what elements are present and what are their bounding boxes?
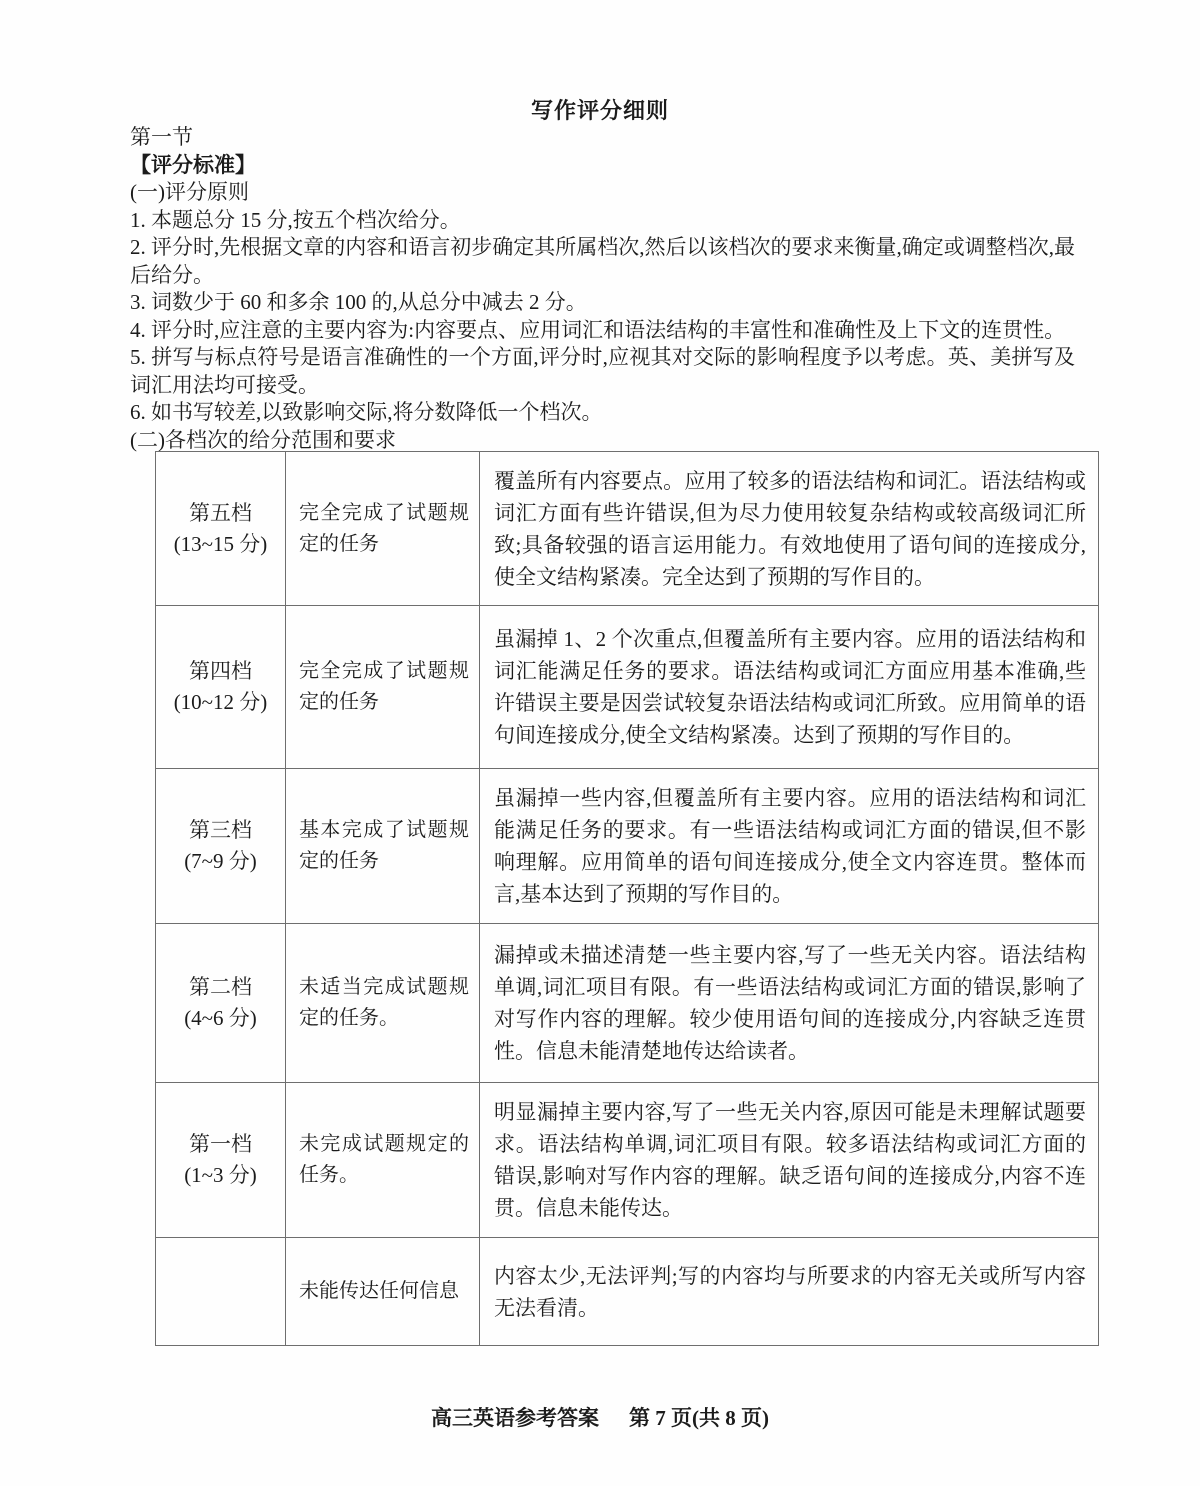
- table-row: [156, 1083, 1099, 1238]
- scoring-rubric-table: [155, 451, 1099, 1346]
- section-label: 第一节: [130, 125, 193, 149]
- band-range: (1~3 分): [184, 1163, 257, 1187]
- band-cell: [156, 1083, 286, 1238]
- page-footer: [0, 1402, 1200, 1432]
- principle-item-3: 3. 词数少于 60 和多余 100 的,从总分中减去 2 分。: [130, 290, 587, 314]
- band-completion: 基本完成了试题规定的任务: [286, 769, 480, 924]
- footer-answer-label: 高三英语参考答案: [431, 1406, 599, 1430]
- principle-item-2: 2. 评分时,先根据文章的内容和语言初步确定其所属档次,然后以该档次的要求来衡量,确定或调整档次,最后给分。: [130, 235, 1075, 287]
- table-row: [156, 606, 1099, 769]
- principles-heading: (一)评分原则: [130, 180, 249, 204]
- band-description: 内容太少,无法评判;写的内容均与所要求的内容无关或所写内容无法看清。: [480, 1238, 1099, 1346]
- band-cell: [156, 769, 286, 924]
- band-label: 第一档: [189, 1132, 252, 1156]
- band-cell: [156, 1238, 286, 1346]
- band-cell: [156, 924, 286, 1083]
- band-completion: 未适当完成试题规定的任务。: [286, 924, 480, 1083]
- band-label: 第二档: [189, 975, 252, 999]
- band-range: (4~6 分): [184, 1006, 257, 1030]
- band-completion: 完全完成了试题规定的任务: [286, 452, 480, 606]
- band-label: 第四档: [189, 659, 252, 683]
- band-range: (7~9 分): [184, 849, 257, 873]
- band-completion: 完全完成了试题规定的任务: [286, 606, 480, 769]
- table-row: [156, 769, 1099, 924]
- band-label: 第三档: [189, 818, 252, 842]
- band-description: 虽漏掉 1、2 个次重点,但覆盖所有主要内容。应用的语法结构和词汇能满足任务的要求。语法结构或词汇方面应用基本准确,些许错误主要是因尝试较复杂语法结构或词汇所致。应用简单的语句间连接成分,使全文结构紧凑。达到了预期的写作目的。: [480, 606, 1099, 769]
- band-description: 覆盖所有内容要点。应用了较多的语法结构和词汇。语法结构或词汇方面有些许错误,但为尽力使用较复杂结构或较高级词汇所致;具备较强的语言运用能力。有效地使用了语句间的连接成分,使全文结构紧凑。完全达到了预期的写作目的。: [480, 452, 1099, 606]
- band-label: 第五档: [189, 500, 252, 525]
- band-cell: [156, 606, 286, 769]
- table-row: [156, 452, 1099, 606]
- table-row: [156, 1238, 1099, 1346]
- band-completion: 未完成试题规定的任务。: [286, 1083, 480, 1238]
- band-completion: 未能传达任何信息: [286, 1238, 480, 1346]
- band-description: 虽漏掉一些内容,但覆盖所有主要内容。应用的语法结构和词汇能满足任务的要求。有一些语法结构或词汇方面的错误,但不影响理解。应用简单的语句间连接成分,使全文内容连贯。整体而言,基本达到了预期的写作目的。: [480, 769, 1099, 924]
- footer-page-number: 第 7 页(共 8 页): [629, 1406, 769, 1430]
- band-cell: [156, 452, 286, 606]
- band-description: 漏掉或未描述清楚一些主要内容,写了一些无关内容。语法结构单调,词汇项目有限。有一些语法结构或词汇方面的错误,影响了对写作内容的理解。较少使用语句间的连接成分,内容缺乏连贯性。信息未能清楚地传达给读者。: [480, 924, 1099, 1083]
- principle-item-5: 5. 拼写与标点符号是语言准确性的一个方面,评分时,应视其对交际的影响程度予以考虑。英、美拼写及词汇用法均可接受。: [130, 345, 1075, 397]
- band-range: (10~12 分): [173, 690, 268, 714]
- principle-item-4: 4. 评分时,应注意的主要内容为:内容要点、应用词汇和语法结构的丰富性和准确性及上下文的连贯性。: [130, 317, 1066, 342]
- band-range: (13~15 分): [173, 531, 268, 556]
- table-row: [156, 924, 1099, 1083]
- page-title: 写作评分细则: [530, 99, 669, 124]
- scoring-standard-heading: 【评分标准】: [130, 152, 256, 177]
- principle-item-1: 1. 本题总分 15 分,按五个档次给分。: [130, 207, 461, 232]
- scoring-criteria-section: [130, 124, 1075, 454]
- bands-heading: (二)各档次的给分范围和要求: [130, 427, 396, 452]
- principle-item-6: 6. 如书写较差,以致影响交际,将分数降低一个档次。: [130, 400, 603, 424]
- band-description: 明显漏掉主要内容,写了一些无关内容,原因可能是未理解试题要求。语法结构单调,词汇项目有限。较多语法结构或词汇方面的错误,影响对写作内容的理解。缺乏语句间的连接成分,内容不连贯。信息未能传达。: [480, 1083, 1099, 1238]
